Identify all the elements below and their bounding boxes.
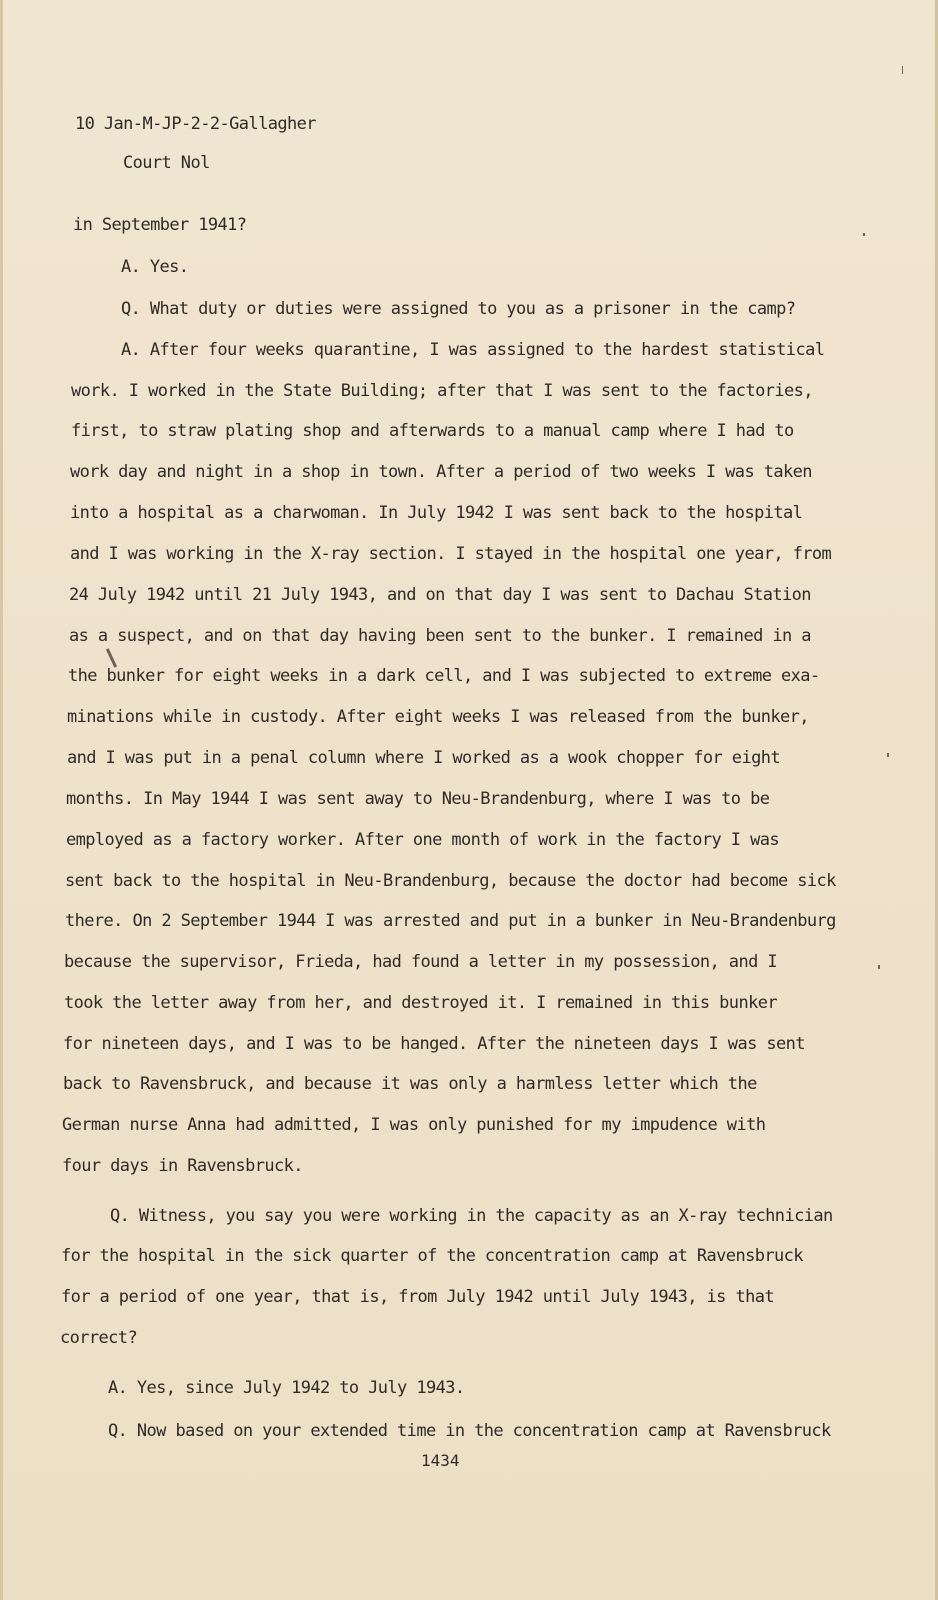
- file-reference: 10 Jan-M-JP-2-2-Gallagher: [75, 114, 316, 134]
- transcript-line: as a suspect, and on that day having been sent to the bunker. I remained in a: [69, 626, 811, 646]
- transcript-line: and I was put in a penal column where I worked as a wook chopper for eight: [67, 748, 780, 768]
- transcript-line: A. Yes.: [121, 257, 189, 277]
- transcript-line: into a hospital as a charwoman. In July 1942 I was sent back to the hospital: [70, 503, 803, 523]
- transcript-line: employed as a factory worker. After one month of work in the factory I was: [66, 830, 779, 850]
- transcript-line: A. Yes, since July 1942 to July 1943.: [108, 1378, 465, 1398]
- paper-speck: [887, 753, 889, 757]
- transcript-line: months. In May 1944 I was sent away to Neu-Brandenburg, where I was to be: [66, 789, 770, 809]
- transcript-line: sent back to the hospital in Neu-Brandenburg, because the doctor had become sick: [65, 871, 836, 891]
- transcript-line: work. I worked in the State Building; after that I was sent to the factories,: [71, 381, 813, 401]
- transcript-line: Q. Now based on your extended time in the concentration camp at Ravensbruck: [108, 1421, 831, 1441]
- paper-speck: [863, 233, 865, 236]
- transcript-line: German nurse Anna had admitted, I was only punished for my impudence with: [62, 1115, 766, 1135]
- transcript-line: minations while in custody. After eight weeks I was released from the bunker,: [67, 707, 809, 727]
- transcript-line: because the supervisor, Frieda, had found a letter in my possession, and I: [64, 952, 777, 972]
- page-number: 1434: [421, 1451, 460, 1470]
- transcript-line: and I was working in the X-ray section. I stayed in the hospital one year, from: [70, 544, 832, 564]
- transcript-line: in September 1941?: [73, 215, 247, 235]
- transcript-line: first, to straw plating shop and afterwards to a manual camp where I had to: [71, 421, 794, 441]
- transcript-line: Q. What duty or duties were assigned to you as a prisoner in the camp?: [121, 299, 796, 319]
- transcript-line: for nineteen days, and I was to be hanged. After the nineteen days I was sent: [63, 1034, 805, 1054]
- transcript-line: work day and night in a shop in town. After a period of two weeks I was taken: [70, 462, 812, 482]
- transcript-line: four days in Ravensbruck.: [62, 1156, 303, 1176]
- transcript-line: Q. Witness, you say you were working in the capacity as an X-ray technician: [110, 1206, 833, 1226]
- transcript-line: 24 July 1942 until 21 July 1943, and on that day I was sent to Dachau Station: [69, 585, 811, 605]
- paper-speck: [902, 66, 903, 74]
- transcript-line: A. After four weeks quarantine, I was assigned to the hardest statistical: [121, 340, 825, 360]
- transcript-line: there. On 2 September 1944 I was arrested and put in a bunker in Neu-Brandenburg: [65, 911, 836, 931]
- transcript-line: took the letter away from her, and destroyed it. I remained in this bunker: [64, 993, 777, 1013]
- transcript-line: for the hospital in the sick quarter of the concentration camp at Ravensbruck: [61, 1246, 803, 1266]
- transcript-line: the bunker for eight weeks in a dark cell, and I was subjected to extreme exa-: [68, 666, 820, 686]
- court-label: Court Nol: [123, 153, 210, 173]
- transcript-line: correct?: [60, 1328, 138, 1348]
- transcript-line: for a period of one year, that is, from July 1942 until July 1943, is that: [61, 1287, 774, 1307]
- paper-speck: [878, 965, 880, 969]
- transcript-line: back to Ravensbruck, and because it was only a harmless letter which the: [63, 1074, 757, 1094]
